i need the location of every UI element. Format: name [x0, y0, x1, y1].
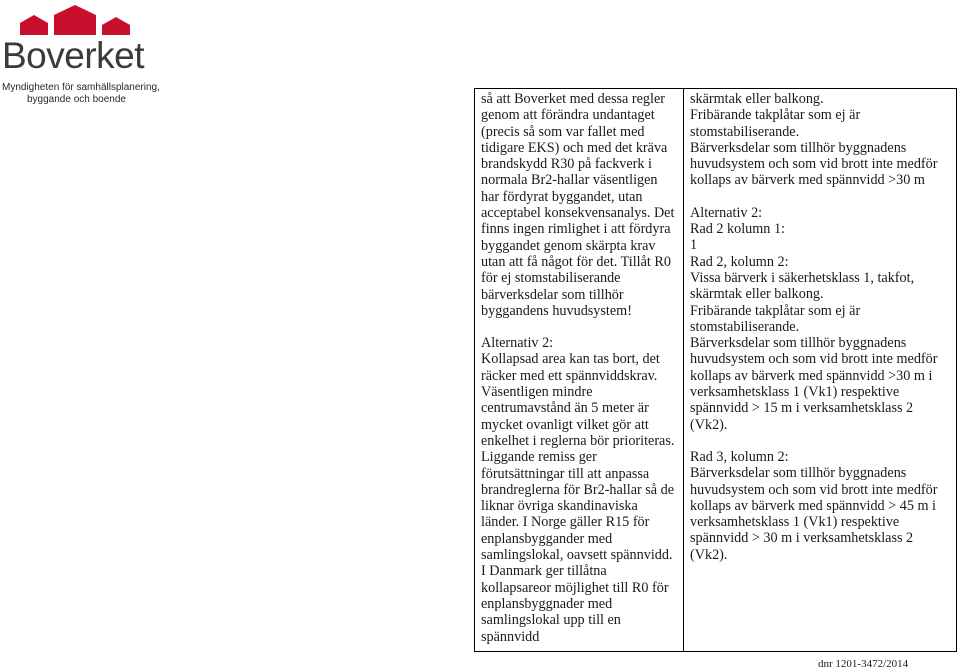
table-row	[475, 89, 957, 652]
remiss-table	[474, 88, 957, 652]
middle-paragraph-2: Kollapsad area kan tas bort, det räcker med ett spännviddskrav. Väsentligen mindre centrumavstånd än 5 meter är mycket ovanligt vilket gör att enkelhet i reglerna bör prioriteras.	[481, 351, 675, 449]
middle-alternative-heading: Alternativ 2:	[481, 335, 554, 352]
roofs-logo-icon	[20, 3, 135, 37]
middle-paragraph-3: Liggande remiss ger förutsättningar till att anpassa brandreglerna för Br2-hallar så de liknar övriga skandinaviska länder. I Norge gäller R15 för enplansbyggander med samlingslokal, oavsett spännvidd. I Danmark ger tillåtna kollapsareor möjlighet till R0 för enplansbyggnader med samlingslokal upp till en spännvidd	[481, 449, 675, 645]
right-row2-col1-label: Rad 2 kolumn 1:	[690, 221, 785, 238]
document-reference: dnr 1201-3472/2014	[818, 658, 909, 670]
right-line-2: Fribärande takplåtar som ej är stomstabiliserande.	[690, 107, 861, 140]
right-row2-col2-label: Rad 2, kolumn 2:	[690, 253, 789, 270]
brand-tagline-line2: byggande och boende	[27, 94, 126, 105]
right-alternative-heading: Alternativ 2:	[690, 204, 763, 221]
middle-paragraph-1: så att Boverket med dessa regler genom att förändra undantaget (precis så som var fallet med tidigare EKS) och med det kräva brandskydd R30 på fackverk i normala Br2-hallar väsentligen har fördyrat byggandet, utan acceptabel konsekvensanalys. Det finns ingen rimlighet i att fördyra byggandet genom skärpta krav utan att få något för det. Tillåt R0 för ej stomstabiliserande bärverksdelar som tillhör byggandens huvudsystem!	[481, 91, 675, 319]
brand-tagline-line1: Myndigheten för samhällsplanering,	[2, 82, 160, 93]
table-cell-right	[684, 89, 957, 652]
right-line-3: Bärverksdelar som tillhör byggnadens huvudsystem och som vid brott inte medför kollaps av bärverk med spännvidd >30 m	[690, 139, 938, 189]
boverket-logo	[0, 0, 160, 110]
right-row2-col2-text-2: Fribärande takplåtar som ej är stomstabiliserande.	[690, 302, 861, 335]
brand-tagline	[2, 82, 160, 106]
table-cell-middle	[475, 89, 684, 652]
right-row2-col2-text-1: Vissa bärverk i säkerhetsklass 1, takfot, skärmtak eller balkong.	[690, 269, 915, 303]
right-row2-col1-value: 1	[690, 237, 698, 254]
right-line-1: skärmtak eller balkong.	[690, 91, 824, 107]
roof-shape-right	[102, 17, 130, 35]
roof-shape-middle	[54, 5, 96, 35]
right-row3-col2-label: Rad 3, kolumn 2:	[690, 448, 789, 465]
brand-name: Boverket	[2, 35, 145, 76]
right-row3-col2-text: Bärverksdelar som tillhör byggnadens huvudsystem och som vid brott inte medför kollaps av bärverk med spännvidd > 45 m i verksamhetsklass 1 (Vk1) respektive spännvidd > 30 m i verksamhetsklass 2 (Vk2).	[690, 465, 938, 563]
right-row2-col2-text-3: Bärverksdelar som tillhör byggnadens huvudsystem och som vid brott inte medför kollaps av bärverk med spännvidd >30 m i verksamhetsklass 1 (Vk1) respektive spännvidd > 15 m i verksamhetsklass 2 (Vk2).	[690, 335, 938, 433]
roof-shape-left	[20, 15, 48, 35]
